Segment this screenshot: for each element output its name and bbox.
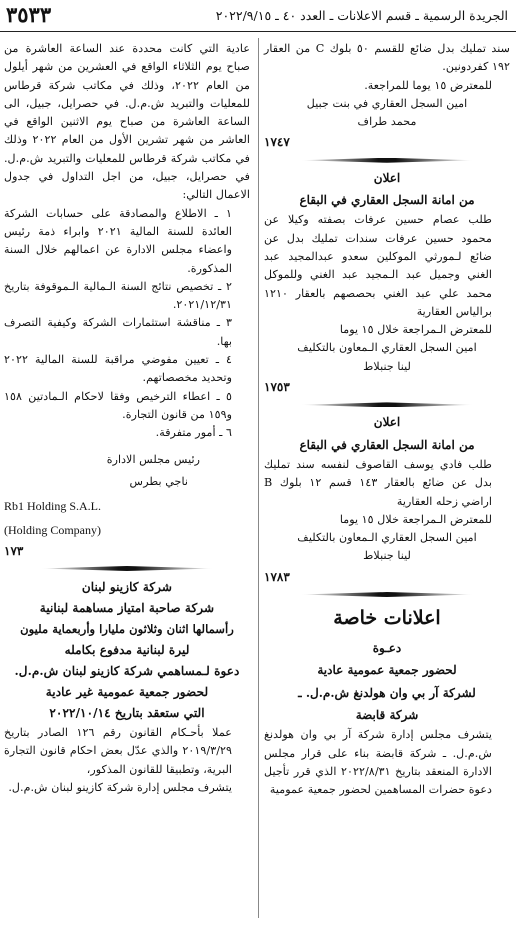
column-divider — [258, 38, 259, 918]
company-name-latin: Rb1 Holding S.A.L. — [4, 499, 102, 514]
casino-meeting-type: لحضور جمعية عمومية غير عادية — [45, 685, 209, 700]
intro-text: سند تمليك بدل ضائع للقسم ٥٠ بلوك C من العقار ١٩٢ كفردونين. — [264, 42, 510, 74]
left-column — [4, 40, 250, 797]
ad1-number: ١٧٥٣ — [264, 380, 290, 395]
casino-capital-paid: ليرة لبنانية مدفوع بكامله — [64, 643, 190, 658]
page-number: ٣٥٣٣ — [6, 2, 52, 27]
ad1-title: اعلان — [373, 170, 401, 185]
section-divider — [301, 158, 473, 163]
ad2-subtitle: من امانة السجل العقاري في البقاع — [299, 437, 475, 452]
ad2-title: اعلان — [373, 415, 401, 430]
intro-signature-title: امين السجل العقاري في بنت جبيل — [306, 96, 468, 110]
right-column — [264, 40, 510, 799]
agenda-item: ٥ ـ اعطاء الترخيص وفقا لاحكام الـمادتين ١٥٨ و١٥٩ من قانون التجارة. — [4, 389, 232, 421]
section-divider — [41, 566, 213, 571]
invitation-line2: لشركة آر بي وان هولدنغ ش.م.ل. ـ — [298, 685, 476, 700]
special-ads-heading: اعلانات خاصة — [333, 607, 441, 630]
ad2-objection: للمعترض الـمراجعة خلال ١٥ يوما — [339, 512, 492, 526]
ad2-body: طلب فادي يوسف القاصوف لنفسه سند تمليك بدل عن ضائع بالعقار ١٤٣ قسم ١٢ بلوك B اراضي زحله العقارية — [264, 457, 492, 508]
casino-capital: رأسمالها اثنان وثلاثون مليارا وأربعماية مليون — [20, 622, 234, 637]
company-type-latin: (Holding Company) — [4, 523, 101, 538]
section-divider — [301, 402, 473, 407]
section-divider — [301, 592, 473, 597]
left-ad-number: ١٧٣ — [4, 543, 24, 558]
ad-number: ١٧٤٧ — [264, 135, 290, 150]
casino-type: شركة صاحبة امتياز مساهمة لبنانية — [39, 601, 215, 616]
agenda-item: ٢ ـ تخصيص نتائج السنة الـمالية الـموقوفة بتاريخ ٢٠٢١/١٢/٣١. — [4, 279, 232, 312]
board-chair-title: رئيس مجلس الادارة — [106, 452, 200, 466]
intro-objection: للمعترض ١٥ يوما للمراجعة. — [364, 78, 492, 92]
ad1-body: طلب عصام حسين عرفات بصفته وكيلا عن محمود حسين عرفات سندات تمليك بدل عن ضائع لـمورثي الموكلين سعدو عبدالمجيد عبد الغني وجميل عبد الـمجيد عبد الغني وللموكل محمد علي عبد الغني بحصصهم بالعقار ١٢١٠ برالياس العقارية — [264, 213, 492, 318]
agenda-item: ٤ ـ تعيين مفوضي مراقبة للسنة المالية ٢٠٢٢ وتحديد مخصصاتهم. — [4, 353, 232, 385]
ad1-subtitle: من امانة السجل العقاري في البقاع — [299, 193, 475, 208]
invitation-line3: شركة قابضة — [355, 707, 419, 722]
gazette-title: الجريدة الرسمية ـ قسم الاعلانات ـ العدد ٤٠ ـ ٢٠٢٢/٩/١٥ — [215, 8, 508, 23]
agenda-item: ١ ـ الاطلاع والمصادقة على حسابات الشركة العائدة للسنة المالية ٢٠٢١ وابراء ذمة رئيس واعضاء مجلس الادارة عن اعمالهم خلال السنة المذكورة. — [4, 206, 232, 275]
intro-signature-name: محمد طراف — [357, 115, 417, 129]
ad1-signature-name: لينا جنبلاط — [363, 359, 411, 373]
ad1-signature-title: امين السجل العقاري الـمعاون بالتكليف — [297, 341, 477, 355]
invitation-body: يتشرف مجلس إدارة شركة آر بي وان هولدنغ ش.م.ل. ـ شركة قابضة بناء على قرار مجلس الادارة المنعقد بتاريخ ٢٠٢٢/٨/٣١ الذي قرر تأجيل دعوة حضرات المساهمين لحضور جمعية عمومية — [264, 728, 493, 797]
casino-meeting-date: التي ستعقد بتاريخ ٢٠٢٢/١٠/١٤ — [49, 706, 205, 721]
ad1-objection: للمعترض الـمراجعة خلال ١٥ يوما — [339, 323, 492, 337]
casino-body: عملا بأحـكام القانون رقم ١٢٦ الصادر بتاريخ ٢٠١٩/٣/٢٩ والذي عدّل بعض احكام قانون التجارة البرية، وتطبيقا للقانون المذكور، — [4, 726, 232, 776]
casino-invitation: دعوة لـمساهمي شركة كازينو لبنان ش.م.ل. — [14, 664, 240, 679]
board-chair-name: ناجي بطرس — [129, 474, 188, 488]
page-header — [0, 0, 516, 32]
invitation-label: دعـوة — [372, 641, 402, 656]
agenda-item: ٣ ـ مناقشة استثمارات الشركة وكيفية التصرف بها. — [4, 316, 232, 348]
casino-name: شركة كازينو لبنان — [81, 580, 173, 595]
ad2-number: ١٧٨٣ — [264, 569, 290, 584]
casino-body-2: يتشرف مجلس إدارة شركة كازينو لبنان ش.م.ل. — [8, 780, 232, 794]
agenda-item: ٦ ـ أمور متفرقة. — [155, 426, 232, 440]
meeting-text: عادية التي كانت محددة عند الساعة العاشرة من صباح يوم الثلاثاء الواقع في العشرين من شهر أيلول من العام ٢٠٢٢، وذلك في مكاتب شركة قرطاس للمعليات والتبريد ش.م.ل. في حصرايل، جبيل، الى الساعة العاشرة من صباح يوم الاثنين الواقع في العاشر من شهر تشرين الأول من العام ٢٠٢٢ وذلك في مكاتب شركة قرطاس للمعليات والتبريد ش.م.ل. في حصرايل، جبيل، من اجل التداول في جدول الاعمال التالي: — [4, 42, 251, 202]
ad2-signature-title: امين السجل العقاري الـمعاون بالتكليف — [297, 531, 477, 545]
invitation-line1: لحضور جمعية عمومية عادية — [317, 663, 457, 678]
ad2-signature-name: لينا جنبلاط — [363, 549, 411, 563]
